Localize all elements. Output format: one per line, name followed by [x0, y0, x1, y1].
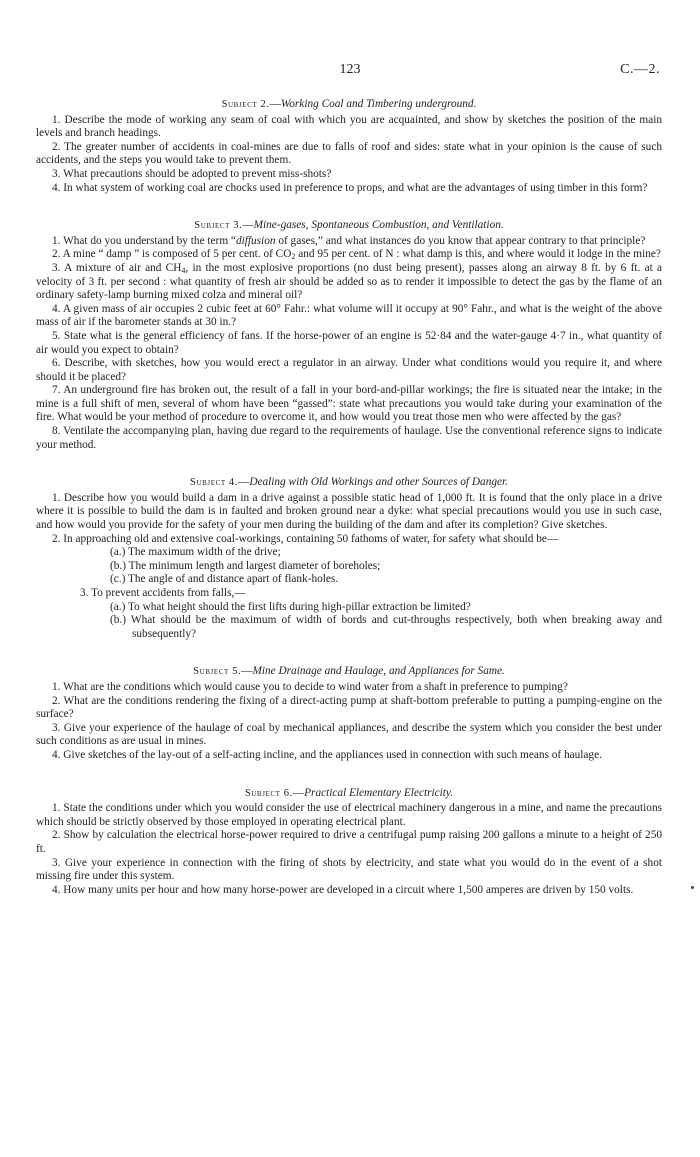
question: 3. Give your experience in connection with the firing of shots by electricity, and state what you would do in the event of a shot missing fire under this system.: [36, 856, 662, 883]
question: 3. What precautions should be adopted to prevent miss-shots?: [52, 167, 332, 180]
subject-title: Dealing with Old Workings and other Sources of Danger.: [249, 476, 508, 489]
section-subject-5: [36, 665, 662, 762]
question: 4. How many units per hour and how many horse-power are developed in a circuit where 1,500 amperes are driven by 150 volts.: [52, 883, 634, 896]
subject-title: Mine Drainage and Haulage, and Appliances for Same.: [252, 665, 505, 678]
question: 3. Give your experience of the haulage of coal by mechanical appliances, and describe the system which you consider the best under such conditions as are usual in mines.: [36, 721, 662, 748]
section-heading: Subject 2.—Working Coal and Timbering underground.: [221, 98, 477, 110]
paper-code: C.—2.: [620, 62, 660, 77]
subject-label: Subject 4.: [190, 477, 239, 489]
section-heading: Subject 3.—Mine-gases, Spontaneous Combustion, and Ventilation.: [194, 219, 504, 232]
section-heading: Subject 6.—Practical Elementary Electricity.: [244, 786, 454, 799]
question: 1. State the conditions under which you would consider the use of electrical machinery dangerous in a mine, and name the precautions which should be strictly observed by those employed in operating electrical plant.: [36, 802, 662, 828]
margin-speck: [691, 886, 694, 889]
subject-label: Subject 6.: [244, 787, 293, 799]
question: 5. State what is the general efficiency of fans. If the horse-power of an engine is 52·84 and the water-gauge 4·7 in., what quantity of air would you expect to obtain?: [36, 329, 662, 356]
question: 2. In approaching old and extensive coal-workings, containing 50 fathoms of water, for safety what should be—: [52, 532, 559, 545]
question: 6. Describe, with sketches, how you would erect a regulator in an airway. Under what conditions would you require it, and where should it be placed?: [36, 357, 662, 383]
question: 1. Describe the mode of working any seam of coal with which you are acquainted, and show by sketches the position of the main levels and branch headings.: [36, 113, 662, 140]
question: 1. What are the conditions which would cause you to decide to wind water from a shaft in preference to pumping?: [52, 680, 568, 693]
question: 2. The greater number of accidents in coal-mines are due to falls of roof and sides: state what in your opinion is the cause of such accidents, and the steps you would take to prevent them.: [36, 140, 662, 167]
sub-question: (a.) The maximum width of the drive;: [110, 546, 281, 559]
subject-title: Practical Elementary Electricity.: [304, 786, 454, 799]
question: 2. Show by calculation the electrical horse-power required to drive a centrifugal pump raising 200 gallons a minute to a height of 250 ft.: [36, 829, 662, 855]
sub-question: (c.) The angle of and distance apart of flank-holes.: [110, 573, 339, 586]
subject-title: Mine-gases, Spontaneous Combustion, and Ventilation.: [253, 219, 504, 232]
page-number: 123: [339, 62, 361, 77]
question: 8. Ventilate the accompanying plan, having due regard to the requirements of haulage. Use the conventional reference signs to indicate your method.: [36, 425, 662, 451]
question: 3. To prevent accidents from falls,—: [80, 587, 246, 599]
question: 1. Describe how you would build a dam in a drive against a possible static head of 1,000 ft. It is found that the only place in a drive where it is possible to build the dam is in faulted and broken ground near a dyke: what special precautions would you use in such case, and how would you provide for the safety of your men during the building of the dam and after its completion? Give sketches.: [36, 491, 662, 532]
sub-question: (b.) The minimum length and largest diameter of boreholes;: [110, 559, 381, 572]
question: 4. Give sketches of the lay-out of a self-acting incline, and the appliances used in connection with such means of haulage.: [52, 748, 602, 761]
question: 4. In what system of working coal are chocks used in preference to props, and what are the advantages of using timber in this form?: [52, 181, 648, 194]
section-subject-6: [36, 787, 662, 898]
sub-question: (a.) To what height should the first lifts during high-pillar extraction be limited?: [110, 600, 471, 613]
subject-label: Subject 2.: [221, 99, 270, 110]
section-heading: Subject 4.—Dealing with Old Workings and other Sources of Danger.: [190, 476, 508, 489]
section-subject-3: [36, 219, 662, 452]
subject-label: Subject 5.: [193, 666, 242, 678]
section-subject-4: [36, 476, 662, 641]
question: 2. What are the conditions rendering the fixing of a direct-acting pump at shaft-bottom preferable to putting a pumping-engine on the surface?: [36, 694, 662, 721]
question: 2. A mine “ damp ” is composed of 5 per cent. of $CO_2$ and 95 per cent. of N : what damp is this, and where would it lodge in the mine?: [52, 248, 661, 262]
question: 7. An underground fire has broken out, the result of a fall in your bord-and-pillar workings; the fire is situated near the intake; in the mine is a full shift of men, several of whom have been “gassed”: state what precautions you would take during your examination of the fire. What would be your method of procedure to overcome it, and how would you treat those men who were affected by the gas?: [36, 384, 662, 424]
section-subject-2: [36, 98, 662, 195]
subject-label: Subject 3.: [194, 220, 243, 232]
section-heading: Subject 5.—Mine Drainage and Haulage, and Appliances for Same.: [193, 665, 505, 678]
question: 3. A mixture of air and $CH_4$, in the most explosive proportions (no dust being present), passes along an airway 8 ft. by 6 ft. at a velocity of 3 ft. per second : what quantity of fresh air should be added so as to render it impossible to detect the gas by the flame of an ordinary safety-lamp burning mixed colza and mineral oil?: [36, 261, 662, 302]
question: 4. A given mass of air occupies 2 cubic feet at 60° Fahr.: what volume will it occupy at 90° Fahr., and what is the weight of the above mass of air if the barometer stands at 30 in.?: [36, 302, 662, 329]
question: 1. What do you understand by the term “diffusion of gases,” and what instances do you know that appear contrary to that principle?: [52, 234, 646, 247]
subject-title: Working Coal and Timbering underground.: [280, 98, 477, 110]
sub-question: (b.) What should be the maximum of width of bords and cut-throughs respectively, both when breaking away and subsequently?: [110, 614, 662, 640]
